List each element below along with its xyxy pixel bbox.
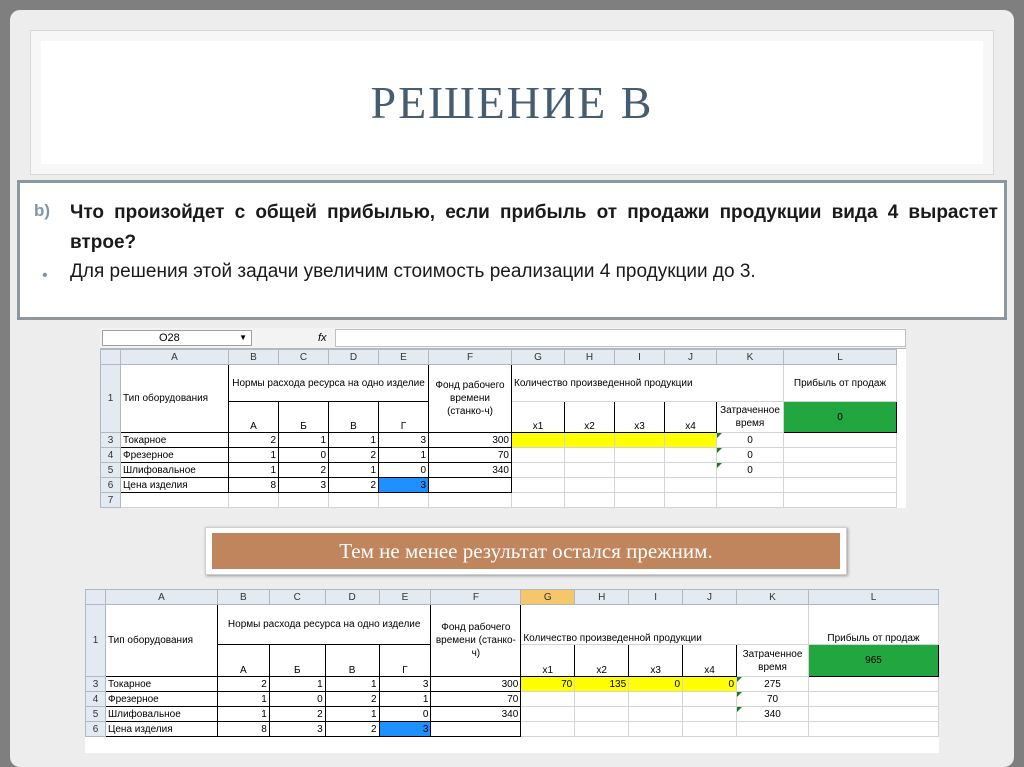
- bullet-text: Для решения этой задачи увеличим стоимость реализации 4 продукции до 3.: [70, 261, 756, 282]
- row-header[interactable]: 1: [101, 365, 121, 433]
- cell-x[interactable]: x1: [521, 645, 575, 677]
- cell-sub[interactable]: Г: [379, 645, 431, 677]
- cell-spent-header[interactable]: Затраченное время: [737, 645, 809, 677]
- chevron-down-icon[interactable]: ▼: [239, 333, 247, 342]
- col-header[interactable]: E: [379, 590, 431, 605]
- cell-x[interactable]: x2: [575, 645, 629, 677]
- col-header[interactable]: I: [629, 590, 683, 605]
- cell-type-header[interactable]: Тип оборудования: [121, 365, 229, 433]
- cell-profit-header[interactable]: Прибыль от продаж: [809, 605, 939, 645]
- col-header[interactable]: H: [565, 350, 615, 365]
- col-header[interactable]: J: [683, 590, 737, 605]
- col-header[interactable]: F: [429, 350, 512, 365]
- cell-x[interactable]: x4: [665, 402, 717, 433]
- col-header-selected[interactable]: G: [521, 590, 575, 605]
- sheet-grid: A B C D E F G H I J K L 1 Тип оборудования Нормы расхода ресурса на одно изделие Фонд рабочего времени (станко-ч) Количество произведенной продукции Прибыль от продаж А Б В Г x1 x2 x3 x4 Затраченное время 965 3 Токарное 2 1 1 3 300 70 135 0 0 275 4 Фрезерное 1 0 2 1 70 70 5 Шлифовальное 1 2 1 0 340 340 6 Цена изделия 8 3 2 3: [85, 589, 939, 737]
- question-text: Что произойдет с общей прибылью, если прибыль от продажи продукции вида 4 вырастет втрое?: [70, 202, 998, 253]
- cell-sub[interactable]: Б: [269, 645, 325, 677]
- cell-name[interactable]: Шлифовальное: [105, 707, 217, 722]
- bullet-icon: •: [42, 267, 48, 284]
- title-frame: [30, 30, 994, 175]
- col-header[interactable]: A: [105, 590, 217, 605]
- cell-name[interactable]: Цена изделия: [121, 478, 229, 493]
- cell-name[interactable]: Фрезерное: [105, 692, 217, 707]
- cell-fund-header[interactable]: Фонд рабочего времени (станко-ч): [429, 365, 512, 433]
- col-header[interactable]: H: [575, 590, 629, 605]
- cell-type-header[interactable]: Тип оборудования: [105, 605, 217, 677]
- cell-profit-value[interactable]: 0: [784, 402, 897, 433]
- col-header[interactable]: C: [269, 590, 325, 605]
- cell-name[interactable]: Токарное: [105, 677, 217, 692]
- col-header[interactable]: D: [329, 350, 379, 365]
- spreadsheet-before: [100, 328, 906, 508]
- cell-x[interactable]: x2: [565, 402, 615, 433]
- col-header[interactable]: B: [229, 350, 279, 365]
- cell-sub[interactable]: Г: [379, 402, 429, 433]
- cell-qty-header[interactable]: Количество произведенной продукции: [512, 365, 784, 402]
- cell-profit-value[interactable]: 965: [809, 645, 939, 677]
- cell-sub[interactable]: Б: [279, 402, 329, 433]
- cell-x[interactable]: x3: [629, 645, 683, 677]
- cell-x[interactable]: x3: [615, 402, 665, 433]
- cell-norms-header[interactable]: Нормы расхода ресурса на одно изделие: [217, 605, 431, 645]
- name-box[interactable]: O28 ▼: [102, 330, 252, 346]
- cell-name[interactable]: Шлифовальное: [121, 463, 229, 478]
- cell-sub[interactable]: В: [329, 402, 379, 433]
- sheet-grid: A B C D E F G H I J K L 1 Тип оборудования Нормы расхода ресурса на одно изделие Фонд рабочего времени (станко-ч) Количество произведенной продукции Прибыль от продаж А Б В Г x1 x2 x3 x4 Затраченное время 0 3 Токарное 2 1 1 3 300 0 4 Фрезерное 1 0 2 1 70 0 5 Шлифовальное 1 2 1 0 340 0 6 Цена изделия 8 3 2 3 7: [100, 349, 897, 508]
- formula-input[interactable]: [335, 329, 906, 347]
- cell-norms-header[interactable]: Нормы расхода ресурса на одно изделие: [229, 365, 429, 402]
- formula-bar: [100, 328, 906, 349]
- col-header[interactable]: A: [121, 350, 229, 365]
- col-header[interactable]: D: [325, 590, 379, 605]
- spreadsheet-after: [85, 589, 939, 753]
- cell-x[interactable]: x4: [683, 645, 737, 677]
- col-header[interactable]: I: [615, 350, 665, 365]
- cell-profit-header[interactable]: Прибыль от продаж: [784, 365, 897, 402]
- cell-sub[interactable]: А: [217, 645, 269, 677]
- question-marker: b): [34, 201, 51, 220]
- fx-icon[interactable]: fx: [318, 332, 327, 344]
- col-header[interactable]: B: [217, 590, 269, 605]
- cell-name[interactable]: Токарное: [121, 433, 229, 448]
- cell-sub[interactable]: В: [325, 645, 379, 677]
- cell-sub[interactable]: А: [229, 402, 279, 433]
- result-note-text: Тем не менее результат остался прежним.: [212, 533, 840, 569]
- col-header[interactable]: C: [279, 350, 329, 365]
- col-header[interactable]: J: [665, 350, 717, 365]
- cell-qty-header[interactable]: Количество произведенной продукции: [521, 605, 809, 645]
- slide-title: РЕШЕНИЕ B: [370, 77, 654, 128]
- result-note: [205, 527, 847, 575]
- cell-x[interactable]: x1: [512, 402, 565, 433]
- col-header[interactable]: G: [512, 350, 565, 365]
- col-header[interactable]: L: [784, 350, 897, 365]
- col-header[interactable]: K: [717, 350, 784, 365]
- cell-name[interactable]: Фрезерное: [121, 448, 229, 463]
- row-header[interactable]: 1: [86, 605, 106, 677]
- col-header[interactable]: E: [379, 350, 429, 365]
- cell-name[interactable]: Цена изделия: [105, 722, 217, 737]
- col-header[interactable]: K: [737, 590, 809, 605]
- col-header[interactable]: F: [431, 590, 521, 605]
- cell-spent-header[interactable]: Затраченное время: [717, 402, 784, 433]
- col-header[interactable]: L: [809, 590, 939, 605]
- question-box: [17, 180, 1007, 320]
- cell-fund-header[interactable]: Фонд рабочего времени (станко-ч): [431, 605, 521, 677]
